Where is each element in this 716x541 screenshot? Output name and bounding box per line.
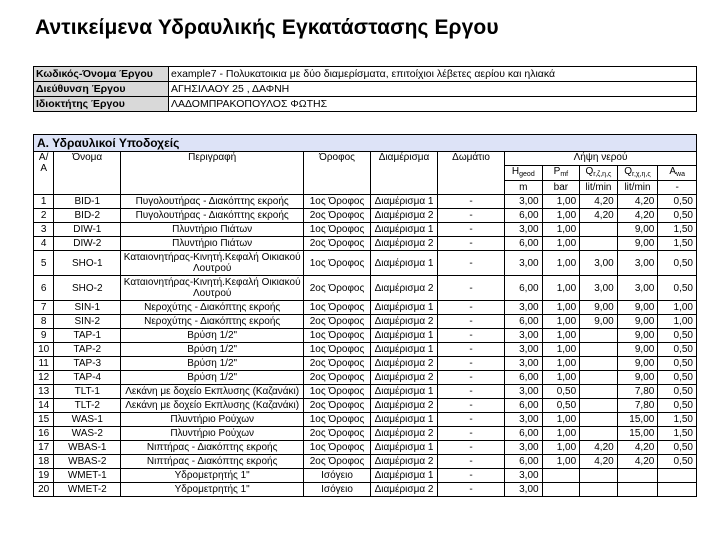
cell-floor: Ισόγειο	[304, 483, 371, 497]
cell-aa: 19	[34, 469, 54, 483]
cell-qa: 4,20	[580, 441, 618, 455]
cell-h: 3,00	[505, 343, 543, 357]
cell-name: TAP-3	[54, 357, 121, 371]
table-row	[34, 427, 697, 441]
cell-qa: 9,00	[580, 315, 618, 329]
cell-room: -	[438, 371, 505, 385]
cell-desc: Νιπτήρας - Διακόπτης εκροής	[121, 455, 304, 469]
project-address-label: Διεύθυνση Έργου	[34, 82, 169, 97]
cell-floor: 2ος Όροφος	[304, 371, 371, 385]
cell-desc: Βρύση 1/2"	[121, 371, 304, 385]
cell-desc: Νιπτήρας - Διακόπτης εκροής	[121, 441, 304, 455]
cell-room: -	[438, 315, 505, 329]
cell-room: -	[438, 276, 505, 301]
cell-name: TAP-1	[54, 329, 121, 343]
cell-apt: Διαμέρισμα 2	[371, 315, 438, 329]
cell-apt: Διαμέρισμα 1	[371, 413, 438, 427]
cell-name: DIW-2	[54, 237, 121, 251]
cell-qb: 9,00	[617, 301, 658, 315]
table-row	[34, 329, 697, 343]
cell-desc: Πλυντήριο Ρούχων	[121, 427, 304, 441]
cell-apt: Διαμέρισμα 1	[371, 195, 438, 209]
cell-floor: 2ος Όροφος	[304, 357, 371, 371]
cell-aa: 6	[34, 276, 54, 301]
section-header-row	[34, 135, 697, 152]
cell-room: -	[438, 469, 505, 483]
cell-aa: 18	[34, 455, 54, 469]
cell-qb: 7,80	[617, 385, 658, 399]
cell-room: -	[438, 251, 505, 276]
cell-qa	[580, 237, 618, 251]
cell-floor: 1ος Όροφος	[304, 413, 371, 427]
cell-qb: 9,00	[617, 223, 658, 237]
column-header-row	[34, 152, 697, 166]
cell-qa: 4,20	[580, 209, 618, 223]
project-code-label: Κωδικός-Όνομα Έργου	[34, 67, 169, 82]
cell-qa: 9,00	[580, 301, 618, 315]
cell-apt: Διαμέρισμα 2	[371, 399, 438, 413]
cell-qa: 4,20	[580, 455, 618, 469]
cell-qa	[580, 357, 618, 371]
col-desc: Περιγραφή	[121, 152, 304, 195]
col-qa: $Q_{r,\zeta,\eta,\varsigma}$	[580, 166, 618, 181]
unit-qb: lit/min	[617, 181, 658, 195]
cell-name: WBAS-1	[54, 441, 121, 455]
cell-name: WAS-1	[54, 413, 121, 427]
cell-qb: 7,80	[617, 399, 658, 413]
cell-desc: Πυγολουτήρας - Διακόπτης εκροής	[121, 195, 304, 209]
cell-aa: 8	[34, 315, 54, 329]
cell-h: 3,00	[505, 301, 543, 315]
project-address-value: ΑΓΗΣΙΛΑΟΥ 25 , ΔΑΦΝΗ	[169, 82, 697, 97]
cell-h: 6,00	[505, 237, 543, 251]
cell-name: TLT-2	[54, 399, 121, 413]
cell-aa: 5	[34, 251, 54, 276]
col-room: Δωμάτιο	[438, 152, 505, 195]
col-water-intake: Λήψη νερού	[505, 152, 697, 166]
cell-p: 1,00	[542, 329, 580, 343]
cell-a: 0,50	[658, 276, 697, 301]
cell-h: 6,00	[505, 455, 543, 469]
cell-room: -	[438, 399, 505, 413]
cell-p: 0,50	[542, 399, 580, 413]
project-address-row	[34, 82, 697, 97]
cell-aa: 17	[34, 441, 54, 455]
cell-a: 1,00	[658, 315, 697, 329]
cell-qa	[580, 223, 618, 237]
cell-qb: 3,00	[617, 276, 658, 301]
cell-qa	[580, 343, 618, 357]
cell-qa	[580, 483, 618, 497]
cell-p: 1,00	[542, 441, 580, 455]
cell-p: 1,00	[542, 315, 580, 329]
cell-room: -	[438, 483, 505, 497]
cell-qb: 15,00	[617, 413, 658, 427]
cell-h: 6,00	[505, 427, 543, 441]
cell-p: 1,00	[542, 413, 580, 427]
cell-qa	[580, 413, 618, 427]
cell-aa: 15	[34, 413, 54, 427]
cell-qa	[580, 399, 618, 413]
cell-qb: 4,20	[617, 209, 658, 223]
cell-room: -	[438, 329, 505, 343]
cell-room: -	[438, 413, 505, 427]
cell-apt: Διαμέρισμα 2	[371, 427, 438, 441]
cell-aa: 1	[34, 195, 54, 209]
cell-apt: Διαμέρισμα 1	[371, 329, 438, 343]
cell-aa: 10	[34, 343, 54, 357]
cell-aa: 14	[34, 399, 54, 413]
cell-a	[658, 469, 697, 483]
cell-apt: Διαμέρισμα 1	[371, 301, 438, 315]
cell-qb: 4,20	[617, 441, 658, 455]
cell-room: -	[438, 301, 505, 315]
fixtures-body	[34, 195, 697, 497]
cell-apt: Διαμέρισμα 2	[371, 483, 438, 497]
cell-desc: Λεκάνη με δοχείο Εκπλυσης (Καζανάκι)	[121, 385, 304, 399]
cell-a: 0,50	[658, 209, 697, 223]
cell-desc: Πυγολουτήρας - Διακόπτης εκροής	[121, 209, 304, 223]
table-row	[34, 315, 697, 329]
cell-room: -	[438, 237, 505, 251]
cell-p: 1,00	[542, 301, 580, 315]
cell-room: -	[438, 357, 505, 371]
cell-qb: 9,00	[617, 315, 658, 329]
cell-name: BID-2	[54, 209, 121, 223]
cell-h: 3,00	[505, 483, 543, 497]
cell-apt: Διαμέρισμα 1	[371, 223, 438, 237]
cell-a: 1,50	[658, 413, 697, 427]
cell-name: WAS-2	[54, 427, 121, 441]
unit-p: bar	[542, 181, 580, 195]
cell-floor: 1ος Όροφος	[304, 195, 371, 209]
cell-p: 1,00	[542, 251, 580, 276]
cell-floor: 1ος Όροφος	[304, 385, 371, 399]
table-row	[34, 455, 697, 469]
unit-h: m	[505, 181, 543, 195]
table-row	[34, 237, 697, 251]
cell-apt: Διαμέρισμα 2	[371, 455, 438, 469]
cell-qb: 9,00	[617, 343, 658, 357]
cell-apt: Διαμέρισμα 1	[371, 251, 438, 276]
cell-apt: Διαμέρισμα 2	[371, 209, 438, 223]
cell-qb: 9,00	[617, 329, 658, 343]
cell-qb: 3,00	[617, 251, 658, 276]
cell-p: 1,00	[542, 195, 580, 209]
cell-room: -	[438, 441, 505, 455]
cell-a: 0,50	[658, 455, 697, 469]
cell-h: 6,00	[505, 276, 543, 301]
cell-floor: 2ος Όροφος	[304, 427, 371, 441]
cell-p: 1,00	[542, 371, 580, 385]
cell-desc: Νεροχύτης - Διακόπτης εκροής	[121, 315, 304, 329]
project-info-table	[33, 66, 697, 112]
cell-room: -	[438, 209, 505, 223]
cell-p: 1,00	[542, 209, 580, 223]
cell-a: 0,50	[658, 441, 697, 455]
cell-apt: Διαμέρισμα 2	[371, 276, 438, 301]
cell-name: SIN-2	[54, 315, 121, 329]
cell-floor: 2ος Όροφος	[304, 455, 371, 469]
cell-h: 3,00	[505, 195, 543, 209]
cell-desc: Νεροχύτης - Διακόπτης εκροής	[121, 301, 304, 315]
cell-qb: 15,00	[617, 427, 658, 441]
cell-name: TLT-1	[54, 385, 121, 399]
cell-apt: Διαμέρισμα 1	[371, 385, 438, 399]
cell-aa: 2	[34, 209, 54, 223]
cell-a: 0,50	[658, 399, 697, 413]
cell-qa	[580, 329, 618, 343]
cell-aa: 12	[34, 371, 54, 385]
cell-qb: 9,00	[617, 237, 658, 251]
col-apartment: Διαμέρισμα	[371, 152, 438, 195]
cell-h: 3,00	[505, 385, 543, 399]
table-row	[34, 301, 697, 315]
project-owner-value: ΛΑΔΟΜΠΡΑΚΟΠΟΥΛΟΣ ΦΩΤΗΣ	[169, 97, 697, 112]
cell-h: 6,00	[505, 315, 543, 329]
cell-h: 6,00	[505, 371, 543, 385]
cell-h: 3,00	[505, 329, 543, 343]
cell-name: WBAS-2	[54, 455, 121, 469]
cell-floor: 1ος Όροφος	[304, 343, 371, 357]
col-aa: Α/Α	[34, 152, 54, 195]
cell-p: 0,50	[542, 385, 580, 399]
cell-qa	[580, 385, 618, 399]
cell-a: 0,50	[658, 385, 697, 399]
cell-a: 1,50	[658, 223, 697, 237]
table-row	[34, 209, 697, 223]
cell-desc: Λεκάνη με δοχείο Εκπλυσης (Καζανάκι)	[121, 399, 304, 413]
project-code-value: example7 - Πολυκατοικια με δύο διαμερίσματα, επιτοίχιοι λέβετες αερίου και ηλιακά	[169, 67, 697, 82]
table-row	[34, 343, 697, 357]
cell-apt: Διαμέρισμα 2	[371, 357, 438, 371]
cell-apt: Διαμέρισμα 1	[371, 441, 438, 455]
cell-room: -	[438, 195, 505, 209]
cell-room: -	[438, 427, 505, 441]
table-row	[34, 251, 697, 276]
cell-name: WMET-2	[54, 483, 121, 497]
cell-a: 1,50	[658, 427, 697, 441]
table-row	[34, 413, 697, 427]
cell-qb	[617, 469, 658, 483]
cell-aa: 11	[34, 357, 54, 371]
cell-desc: Βρύση 1/2"	[121, 329, 304, 343]
table-row	[34, 371, 697, 385]
table-row	[34, 276, 697, 301]
cell-desc: Υδρομετρητής 1"	[121, 483, 304, 497]
cell-p: 1,00	[542, 357, 580, 371]
unit-a: -	[658, 181, 697, 195]
cell-desc: Καταιονητήρας-Κινητή.Κεφαλή Οικιακού Λουτρού	[121, 251, 304, 276]
col-floor: Όροφος	[304, 152, 371, 195]
cell-name: TAP-4	[54, 371, 121, 385]
cell-desc: Βρύση 1/2"	[121, 343, 304, 357]
cell-qa	[580, 371, 618, 385]
cell-floor: 1ος Όροφος	[304, 329, 371, 343]
cell-p: 1,00	[542, 343, 580, 357]
cell-a: 0,50	[658, 329, 697, 343]
page-title: Αντικείμενα Υδραυλικής Εγκατάστασης Εργου	[35, 16, 499, 39]
table-row	[34, 483, 697, 497]
cell-name: SHO-1	[54, 251, 121, 276]
cell-h: 3,00	[505, 223, 543, 237]
cell-p: 1,00	[542, 276, 580, 301]
cell-aa: 9	[34, 329, 54, 343]
cell-aa: 7	[34, 301, 54, 315]
cell-room: -	[438, 223, 505, 237]
table-row	[34, 441, 697, 455]
col-awa: $A_{wa}$	[658, 166, 697, 181]
cell-h: 3,00	[505, 357, 543, 371]
cell-a: 0,50	[658, 357, 697, 371]
cell-qb	[617, 483, 658, 497]
cell-p	[542, 469, 580, 483]
cell-apt: Διαμέρισμα 2	[371, 237, 438, 251]
cell-floor: 1ος Όροφος	[304, 223, 371, 237]
cell-h: 6,00	[505, 399, 543, 413]
cell-h: 6,00	[505, 209, 543, 223]
col-hgeod: $H_{geod}$	[505, 166, 543, 181]
cell-floor: 2ος Όροφος	[304, 237, 371, 251]
cell-name: TAP-2	[54, 343, 121, 357]
project-owner-row	[34, 97, 697, 112]
cell-room: -	[438, 343, 505, 357]
cell-floor: 1ος Όροφος	[304, 441, 371, 455]
cell-p	[542, 483, 580, 497]
cell-apt: Διαμέρισμα 1	[371, 469, 438, 483]
table-row	[34, 385, 697, 399]
cell-a: 0,50	[658, 371, 697, 385]
cell-aa: 20	[34, 483, 54, 497]
cell-desc: Υδρομετρητής 1"	[121, 469, 304, 483]
cell-name: SHO-2	[54, 276, 121, 301]
cell-desc: Βρύση 1/2"	[121, 357, 304, 371]
cell-aa: 3	[34, 223, 54, 237]
table-row	[34, 399, 697, 413]
cell-apt: Διαμέρισμα 1	[371, 343, 438, 357]
cell-a	[658, 483, 697, 497]
cell-floor: 2ος Όροφος	[304, 399, 371, 413]
cell-apt: Διαμέρισμα 2	[371, 371, 438, 385]
table-row	[34, 223, 697, 237]
cell-desc: Πλυντήριο Πιάτων	[121, 223, 304, 237]
col-pmf: $P_{mf}$	[542, 166, 580, 181]
cell-a: 0,50	[658, 251, 697, 276]
cell-p: 1,00	[542, 455, 580, 469]
cell-qa: 4,20	[580, 195, 618, 209]
cell-aa: 13	[34, 385, 54, 399]
fixtures-table	[33, 134, 697, 497]
cell-name: BID-1	[54, 195, 121, 209]
cell-qb: 4,20	[617, 455, 658, 469]
col-name: Όνομα	[54, 152, 121, 195]
cell-qa: 3,00	[580, 276, 618, 301]
cell-desc: Πλυντήριο Πιάτων	[121, 237, 304, 251]
cell-floor: Ισόγειο	[304, 469, 371, 483]
cell-h: 3,00	[505, 413, 543, 427]
cell-aa: 4	[34, 237, 54, 251]
cell-floor: 1ος Όροφος	[304, 301, 371, 315]
cell-room: -	[438, 385, 505, 399]
cell-qa	[580, 427, 618, 441]
section-title: Α. Υδραυλικοί Υποδοχείς	[34, 135, 697, 152]
cell-floor: 2ος Όροφος	[304, 276, 371, 301]
cell-p: 1,00	[542, 237, 580, 251]
cell-floor: 2ος Όροφος	[304, 209, 371, 223]
col-qb: $Q_{r,\chi,\eta,\varsigma}$	[617, 166, 658, 181]
cell-qa: 3,00	[580, 251, 618, 276]
cell-h: 3,00	[505, 251, 543, 276]
cell-floor: 1ος Όροφος	[304, 251, 371, 276]
unit-qa: lit/min	[580, 181, 618, 195]
cell-h: 3,00	[505, 441, 543, 455]
cell-name: DIW-1	[54, 223, 121, 237]
cell-qb: 4,20	[617, 195, 658, 209]
cell-aa: 16	[34, 427, 54, 441]
table-row	[34, 195, 697, 209]
table-row	[34, 357, 697, 371]
project-code-row	[34, 67, 697, 82]
cell-h: 3,00	[505, 469, 543, 483]
cell-p: 1,00	[542, 427, 580, 441]
cell-qa	[580, 469, 618, 483]
cell-name: WMET-1	[54, 469, 121, 483]
cell-a: 0,50	[658, 343, 697, 357]
cell-name: SIN-1	[54, 301, 121, 315]
cell-a: 0,50	[658, 195, 697, 209]
cell-desc: Πλυντήριο Ρούχων	[121, 413, 304, 427]
cell-qb: 9,00	[617, 357, 658, 371]
cell-desc: Καταιονητήρας-Κινητή.Κεφαλή Οικιακού Λουτρού	[121, 276, 304, 301]
cell-a: 1,00	[658, 301, 697, 315]
cell-room: -	[438, 455, 505, 469]
cell-p: 1,00	[542, 223, 580, 237]
cell-a: 1,50	[658, 237, 697, 251]
cell-qb: 9,00	[617, 371, 658, 385]
cell-floor: 2ος Όροφος	[304, 315, 371, 329]
project-owner-label: Ιδιοκτήτης Έργου	[34, 97, 169, 112]
table-row	[34, 469, 697, 483]
